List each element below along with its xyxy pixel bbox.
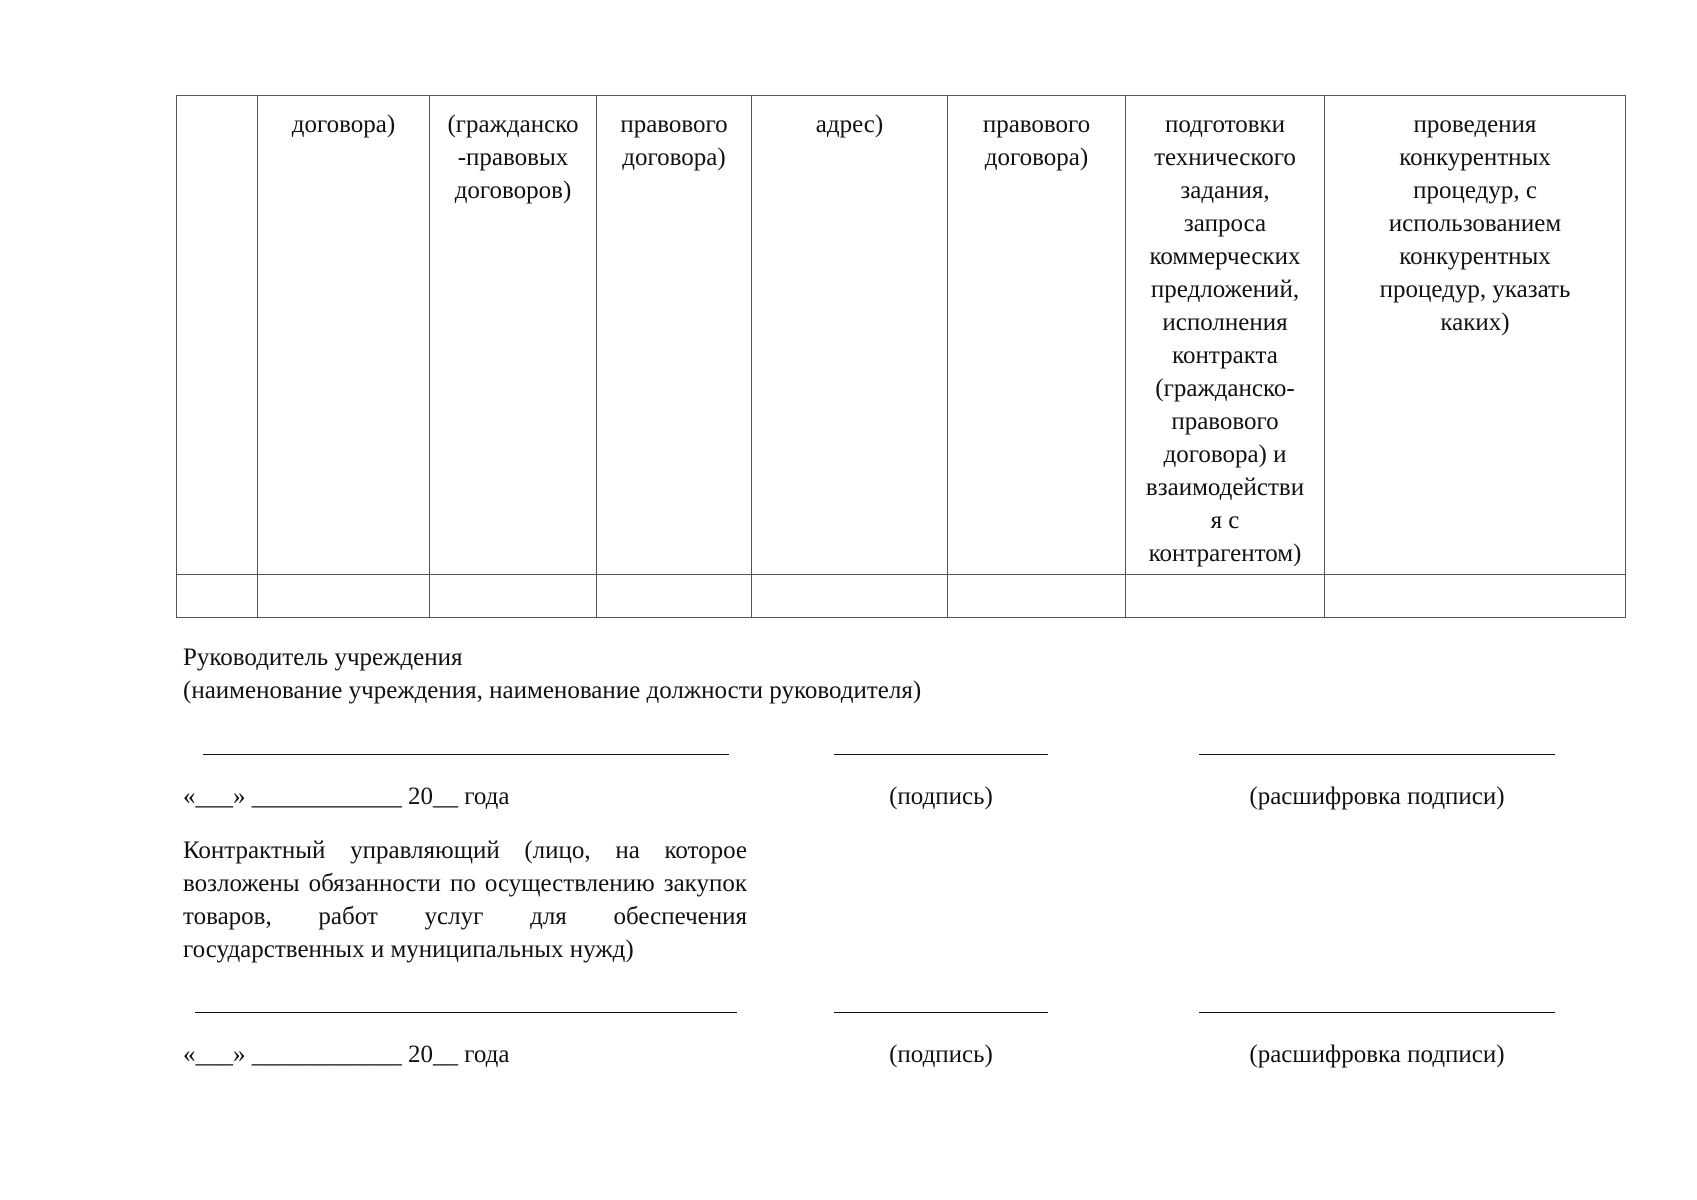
manager-name-line	[195, 1012, 737, 1013]
table-cell	[177, 575, 258, 618]
header-cell-2: договора)	[258, 96, 430, 575]
header-cell-7: подготовки технического задания, запроса коммерческих предложений, исполнения контракта (гражданско- правового договора) и взаимодействи я с контрагентом)	[1126, 96, 1325, 575]
head-date: «___» ____________ 20__ года	[183, 783, 510, 810]
head-subtitle: (наименование учреждения, наименование должности руководителя)	[183, 677, 922, 704]
table-cell	[430, 575, 597, 618]
table-cell	[1126, 575, 1325, 618]
manager-title: Контрактный управляющий (лицо, на которое возложены обязанности по осуществлению закупок товаров, работ услуг для обеспечения государственных и муниципальных нужд)	[183, 837, 747, 963]
head-decoding-line	[1199, 754, 1555, 755]
header-cell-8: проведения конкурентных процедур, с использованием конкурентных процедур, указать каких)	[1325, 96, 1626, 575]
header-cell-1	[177, 96, 258, 575]
head-name-line	[203, 754, 729, 755]
table-cell	[948, 575, 1126, 618]
header-cell-3: (гражданско -правовых договоров)	[430, 96, 597, 575]
manager-decoding-caption: (расшифровка подписи)	[1249, 1041, 1505, 1068]
manager-decoding-line	[1199, 1012, 1555, 1013]
table-row	[177, 575, 1626, 618]
header-cell-4: правового договора)	[597, 96, 752, 575]
head-decoding-caption: (расшифровка подписи)	[1249, 783, 1505, 810]
manager-signature-line	[834, 1012, 1048, 1013]
manager-signature-caption: (подпись)	[889, 1041, 993, 1068]
procurement-table	[176, 95, 1626, 618]
header-cell-6: правового договора)	[948, 96, 1126, 575]
table-cell	[752, 575, 948, 618]
table-cell	[1325, 575, 1626, 618]
head-title: Руководитель учреждения	[183, 644, 463, 671]
table-cell	[258, 575, 430, 618]
table-cell	[597, 575, 752, 618]
head-signature-line	[834, 754, 1048, 755]
manager-date: «___» ____________ 20__ года	[183, 1041, 510, 1068]
head-signature-caption: (подпись)	[889, 783, 993, 810]
table-header-row	[177, 96, 1626, 575]
header-cell-5: адрес)	[752, 96, 948, 575]
